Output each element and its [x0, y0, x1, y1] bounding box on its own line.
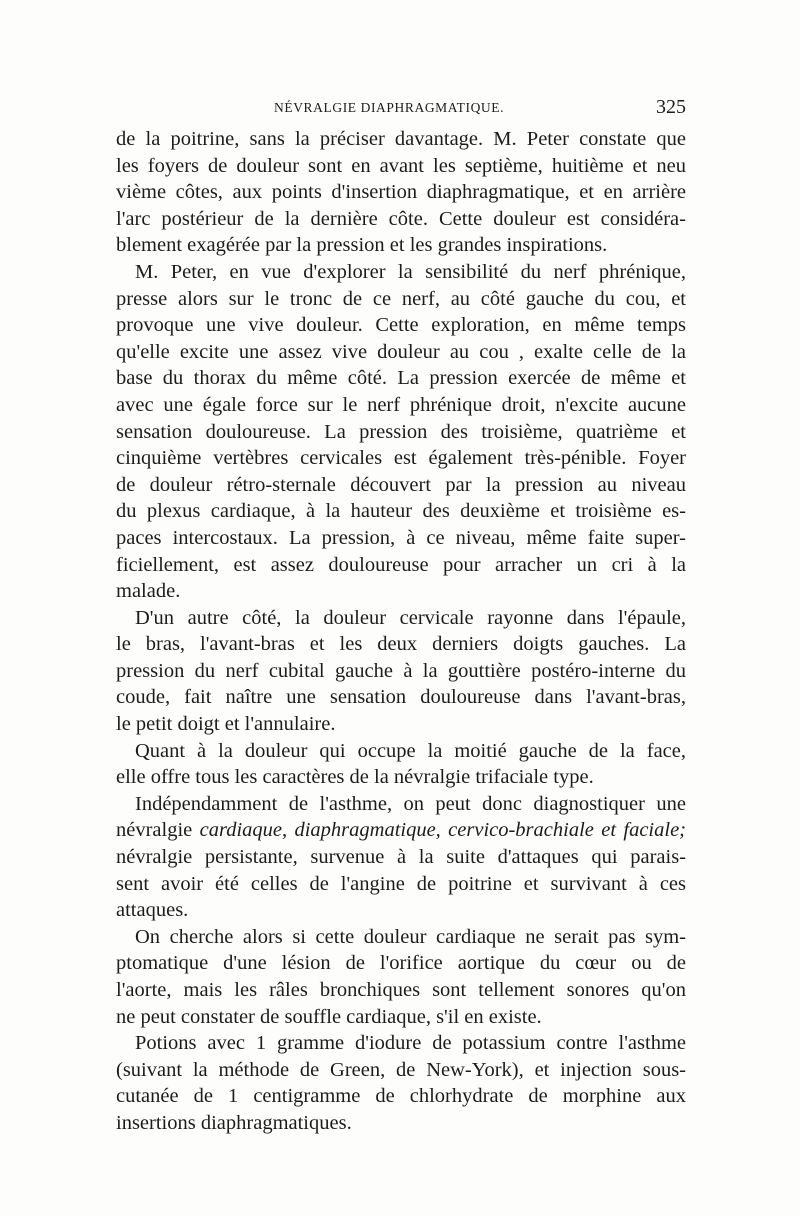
text-line: le petit doigt et l'annulaire.: [116, 713, 336, 736]
text-line-italic: [116, 817, 686, 844]
text-line: du plexus cardiaque, à la hauteur des deuxième et troisième es-: [116, 500, 686, 523]
text-line: ptomatique d'une lésion de l'orifice aortique du cœur ou de: [116, 952, 686, 975]
text-line: base du thorax du même côté. La pression exercée de même et: [116, 367, 686, 390]
page-number: 325: [656, 96, 686, 118]
italic-segment: cardiaque, diaphragmatique, cervico-brachiale et faciale;: [199, 819, 686, 842]
text-line: coude, fait naître une sensation douloureuse dans l'avant-bras,: [116, 686, 686, 709]
text-line: attaques.: [116, 899, 189, 922]
body-text: [116, 126, 686, 1137]
text-line: (suivant la méthode de Green, de New-York), et injection sous-: [116, 1058, 686, 1081]
text-segment: névralgie: [116, 819, 200, 842]
text-line: pression du nerf cubital gauche à la gouttière postéro-interne du: [116, 659, 686, 682]
text-line: elle offre tous les caractères de la névralgie trifaciale type.: [116, 766, 594, 789]
text-line: ne peut constater de souffle cardiaque, s'il en existe.: [116, 1005, 542, 1028]
text-line: provoque une vive douleur. Cette exploration, en même temps: [116, 314, 686, 337]
text-line: paces intercostaux. La pression, à ce niveau, même faite super-: [116, 526, 686, 549]
text-line: vième côtes, aux points d'insertion diaphragmatique, et en arrière: [116, 181, 686, 204]
text-line: de la poitrine, sans la préciser davantage. M. Peter constate que: [116, 128, 686, 150]
text-line: presse alors sur le tronc de ce nerf, au côté gauche du cou, et: [116, 287, 686, 310]
running-head: [116, 98, 686, 122]
text-line: avec une égale force sur le nerf phrénique droit, n'excite aucune: [116, 393, 686, 416]
paragraph-first-line: M. Peter, en vue d'explorer la sensibilité du nerf phrénique,: [135, 260, 686, 283]
text-line: l'arc postérieur de la dernière côte. Cette douleur est considéra-: [116, 207, 686, 230]
text-line: sent avoir été celles de l'angine de poitrine et survivant à ces: [116, 872, 686, 895]
paragraph-first-line: On cherche alors si cette douleur cardiaque ne serait pas sym-: [135, 925, 686, 948]
text-line: cutanée de 1 centigramme de chlorhydrate de morphine aux: [116, 1085, 686, 1108]
text-line: blement exagérée par la pression et les grandes inspirations.: [116, 234, 608, 257]
text-line: insertions diaphragmatiques.: [116, 1111, 352, 1134]
text-line: le bras, l'avant-bras et les deux derniers doigts gauches. La: [116, 633, 686, 656]
text-line: sensation douloureuse. La pression des troisième, quatrième et: [116, 420, 686, 443]
text-line: l'aorte, mais les râles bronchiques sont tellement sonores qu'on: [116, 979, 686, 1001]
text-line: qu'elle excite une assez vive douleur au cou , exalte celle de la: [116, 340, 686, 363]
text-line: malade.: [116, 580, 181, 603]
text-line: ficiellement, est assez douloureuse pour arracher un cri à la: [116, 553, 686, 576]
paragraph-first-line: D'un autre côté, la douleur cervicale rayonne dans l'épaule,: [135, 606, 686, 629]
running-title: NÉVRALGIE DIAPHRAGMATIQUE.: [274, 100, 505, 115]
paragraph-first-line: Quant à la douleur qui occupe la moitié gauche de la face,: [135, 739, 686, 762]
text-line: de douleur rétro-sternale découvert par la pression au niveau: [116, 473, 686, 496]
text-line: cinquième vertèbres cervicales est également très-pénible. Foyer: [116, 447, 686, 470]
paragraph-first-line: Indépendamment de l'asthme, on peut donc diagnostiquer une: [135, 792, 686, 815]
paragraph-first-line: Potions avec 1 gramme d'iodure de potassium contre l'asthme: [135, 1032, 686, 1055]
text-line: névralgie persistante, survenue à la suite d'attaques qui parais-: [116, 846, 686, 869]
text-line: les foyers de douleur sont en avant les septième, huitième et neu: [116, 154, 686, 177]
